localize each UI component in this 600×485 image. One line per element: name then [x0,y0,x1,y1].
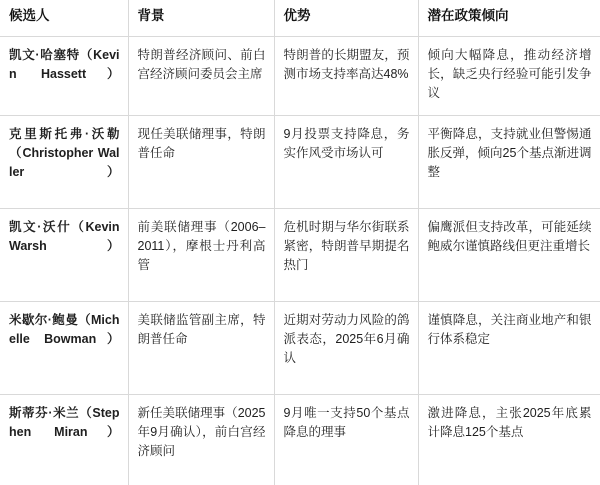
candidate-name: 斯蒂芬·米兰（Stephen Miran） [0,395,128,485]
table-header [0,0,600,37]
table-row [0,116,600,209]
candidate-name: 米歇尔·鲍曼（Michelle Bowman） [0,302,128,395]
candidate-background: 特朗普经济顾问、前白宫经济顾问委员会主席 [128,37,274,116]
candidate-strength: 9月唯一支持50个基点降息的理事 [274,395,418,485]
candidate-policy: 谨慎降息，关注商业地产和银行体系稳定 [418,302,600,395]
column-header-background: 背景 [128,0,274,37]
candidate-name: 凯文·沃什（Kevin Warsh） [0,209,128,302]
table-row [0,302,600,395]
candidate-strength: 9月投票支持降息，务实作风受市场认可 [274,116,418,209]
table-body [0,37,600,485]
column-header-candidate: 候选人 [0,0,128,37]
candidate-policy: 平衡降息，支持就业但警惕通胀反弹，倾向25个基点渐进调整 [418,116,600,209]
column-header-strength: 优势 [274,0,418,37]
candidate-name: 凯文·哈塞特（Kevin Hassett） [0,37,128,116]
candidate-strength: 特朗普的长期盟友，预测市场支持率高达48% [274,37,418,116]
column-header-policy: 潜在政策倾向 [418,0,600,37]
candidate-background: 新任美联储理事（2025年9月确认），前白宫经济顾问 [128,395,274,485]
table-row [0,209,600,302]
candidate-policy: 倾向大幅降息，推动经济增长，缺乏央行经验可能引发争议 [418,37,600,116]
candidate-policy: 激进降息，主张2025年底累计降息125个基点 [418,395,600,485]
candidate-name: 克里斯托弗·沃勒（Christopher Waller） [0,116,128,209]
candidate-background: 现任美联储理事，特朗普任命 [128,116,274,209]
candidate-background: 美联储监管副主席，特朗普任命 [128,302,274,395]
candidate-background: 前美联储理事（2006–2011），摩根士丹利高管 [128,209,274,302]
table-row [0,37,600,116]
candidate-policy: 偏鹰派但支持改革，可能延续鲍威尔谨慎路线但更注重增长 [418,209,600,302]
candidate-strength: 危机时期与华尔街联系紧密，特朗普早期提名热门 [274,209,418,302]
candidate-strength: 近期对劳动力风险的鸽派表态，2025年6月确认 [274,302,418,395]
table-row [0,395,600,485]
table-header-row [0,0,600,37]
